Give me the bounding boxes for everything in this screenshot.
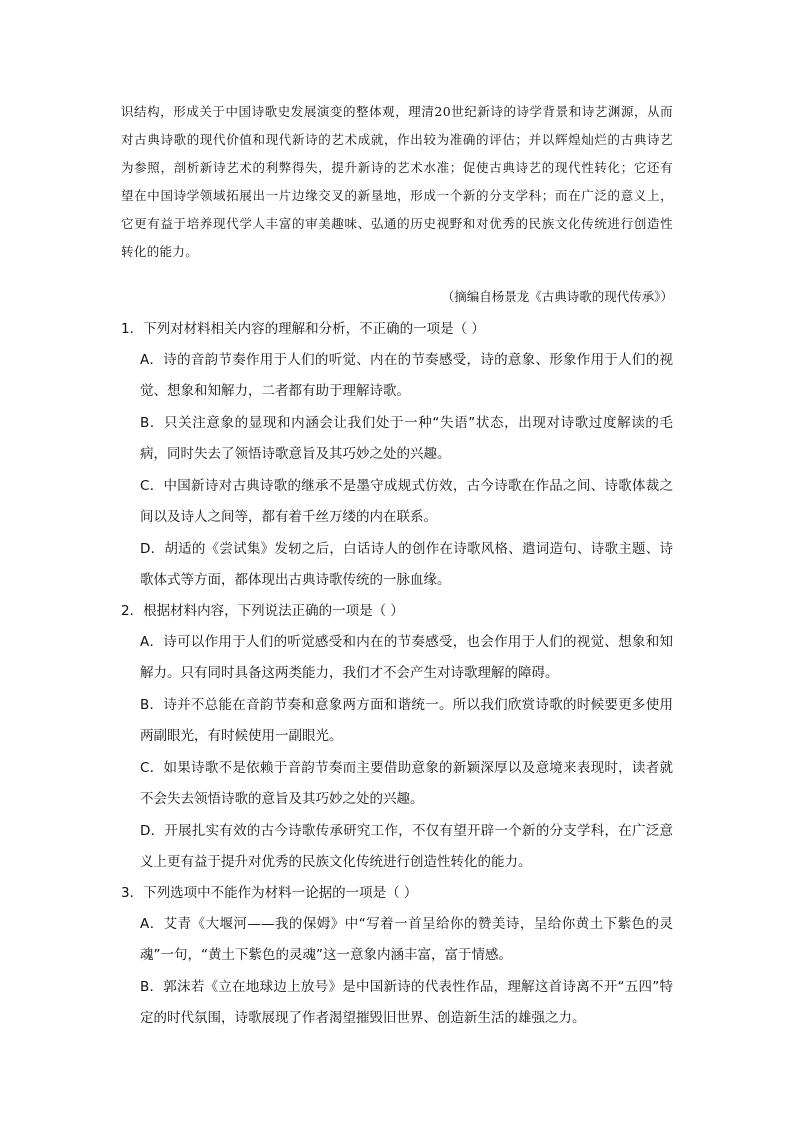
question-1-option-d[interactable] xyxy=(140,534,673,596)
option-text: A．诗的音韵节奏作用于人们的听觉、内在的节奏感受，诗的意象、形象作用于人们的视觉、想象和知解力，二者都有助于理解诗歌。 xyxy=(140,352,673,399)
question-3-option-a[interactable] xyxy=(140,909,673,971)
option-text: B．诗并不总能在音韵节奏和意象两方面和谐统一。所以我们欣赏诗歌的时候要更多使用两副眼光，有时候使用一副眼光。 xyxy=(140,697,673,744)
option-text: B．只关注意象的显现和内涵会让我们处于一种“失语”状态，出现对诗歌过度解读的毛病，同时失去了领悟诗歌意旨及其巧妙之处的兴趣。 xyxy=(140,415,673,462)
question-1-option-b[interactable] xyxy=(140,408,673,470)
passage-excerpt xyxy=(121,98,673,266)
question-1-stem: 1．下列对材料相关内容的理解和分析，不正确的一项是（ ） xyxy=(121,321,485,337)
passage-citation: （摘编自杨景龙《古典诗歌的现代传承》） xyxy=(441,289,673,304)
option-text: C．中国新诗对古典诗歌的继承不是墨守成规式仿效，古今诗歌在作品之间、诗歌体裁之间以及诗人之间等，都有着千丝万缕的内在联系。 xyxy=(140,478,673,525)
question-1-option-a[interactable] xyxy=(140,345,673,407)
question-1-option-c[interactable] xyxy=(140,471,673,533)
question-2-stem: 2．根据材料内容，下列说法正确的一项是（ ） xyxy=(121,603,404,619)
question-2-option-b[interactable] xyxy=(140,690,673,752)
question-2-option-c[interactable] xyxy=(140,753,673,815)
option-text: D．开展扎实有效的古今诗歌传承研究工作，不仅有望开辟一个新的分支学科，在广泛意义上更有益于提升对优秀的民族文化传统进行创造性转化的能力。 xyxy=(140,823,673,870)
question-3-option-b[interactable] xyxy=(140,972,673,1034)
passage-text: 识结构，形成关于中国诗歌史发展演变的整体观，理清20世纪新诗的诗学背景和诗艺渊源，从而对古典诗歌的现代价值和现代新诗的艺术成就，作出较为准确的评估；并以辉煌灿烂的古典诗艺为参照，剖析新诗艺术的利弊得失，提升新诗的艺术水准；促使古典诗艺的现代性转化；它还有望在中国诗学领域拓展出一片边缘交叉的新垦地，形成一个新的分支学科；而在广泛的意义上，它更有益于培养现代学人丰富的审美趣味、弘通的历史视野和对优秀的民族文化传统进行创造性转化的能力。 xyxy=(121,104,673,259)
question-2-option-a[interactable] xyxy=(140,627,673,689)
option-text: A．诗可以作用于人们的听觉感受和内在的节奏感受，也会作用于人们的视觉、想象和知解力。只有同时具备这两类能力，我们才不会产生对诗歌理解的障碍。 xyxy=(140,634,673,681)
option-text: D．胡适的《尝试集》发轫之后，白话诗人的创作在诗歌风格、遣词造句、诗歌主题、诗歌体式等方面，都体现出古典诗歌传统的一脉血缘。 xyxy=(140,541,673,588)
question-2-option-d[interactable] xyxy=(140,816,673,878)
question-3-stem: 3．下列选项中不能作为材料一论据的一项是（ ） xyxy=(121,885,418,901)
option-text: B．郭沫若《立在地球边上放号》是中国新诗的代表性作品，理解这首诗离不开“五四”特定的时代氛围，诗歌展现了作者渴望摧毁旧世界、创造新生活的雄强之力。 xyxy=(140,979,673,1026)
option-text: C．如果诗歌不是依赖于音韵节奏而主要借助意象的新颖深厚以及意境来表现时，读者就不会失去领悟诗歌的意旨及其巧妙之处的兴趣。 xyxy=(140,760,673,807)
option-text: A．艾青《大堰河——我的保姆》中“写着一首呈给你的赞美诗，呈给你黄土下紫色的灵魂”一句，“黄土下紫色的灵魂”这一意象内涵丰富，富于情感。 xyxy=(140,916,673,963)
